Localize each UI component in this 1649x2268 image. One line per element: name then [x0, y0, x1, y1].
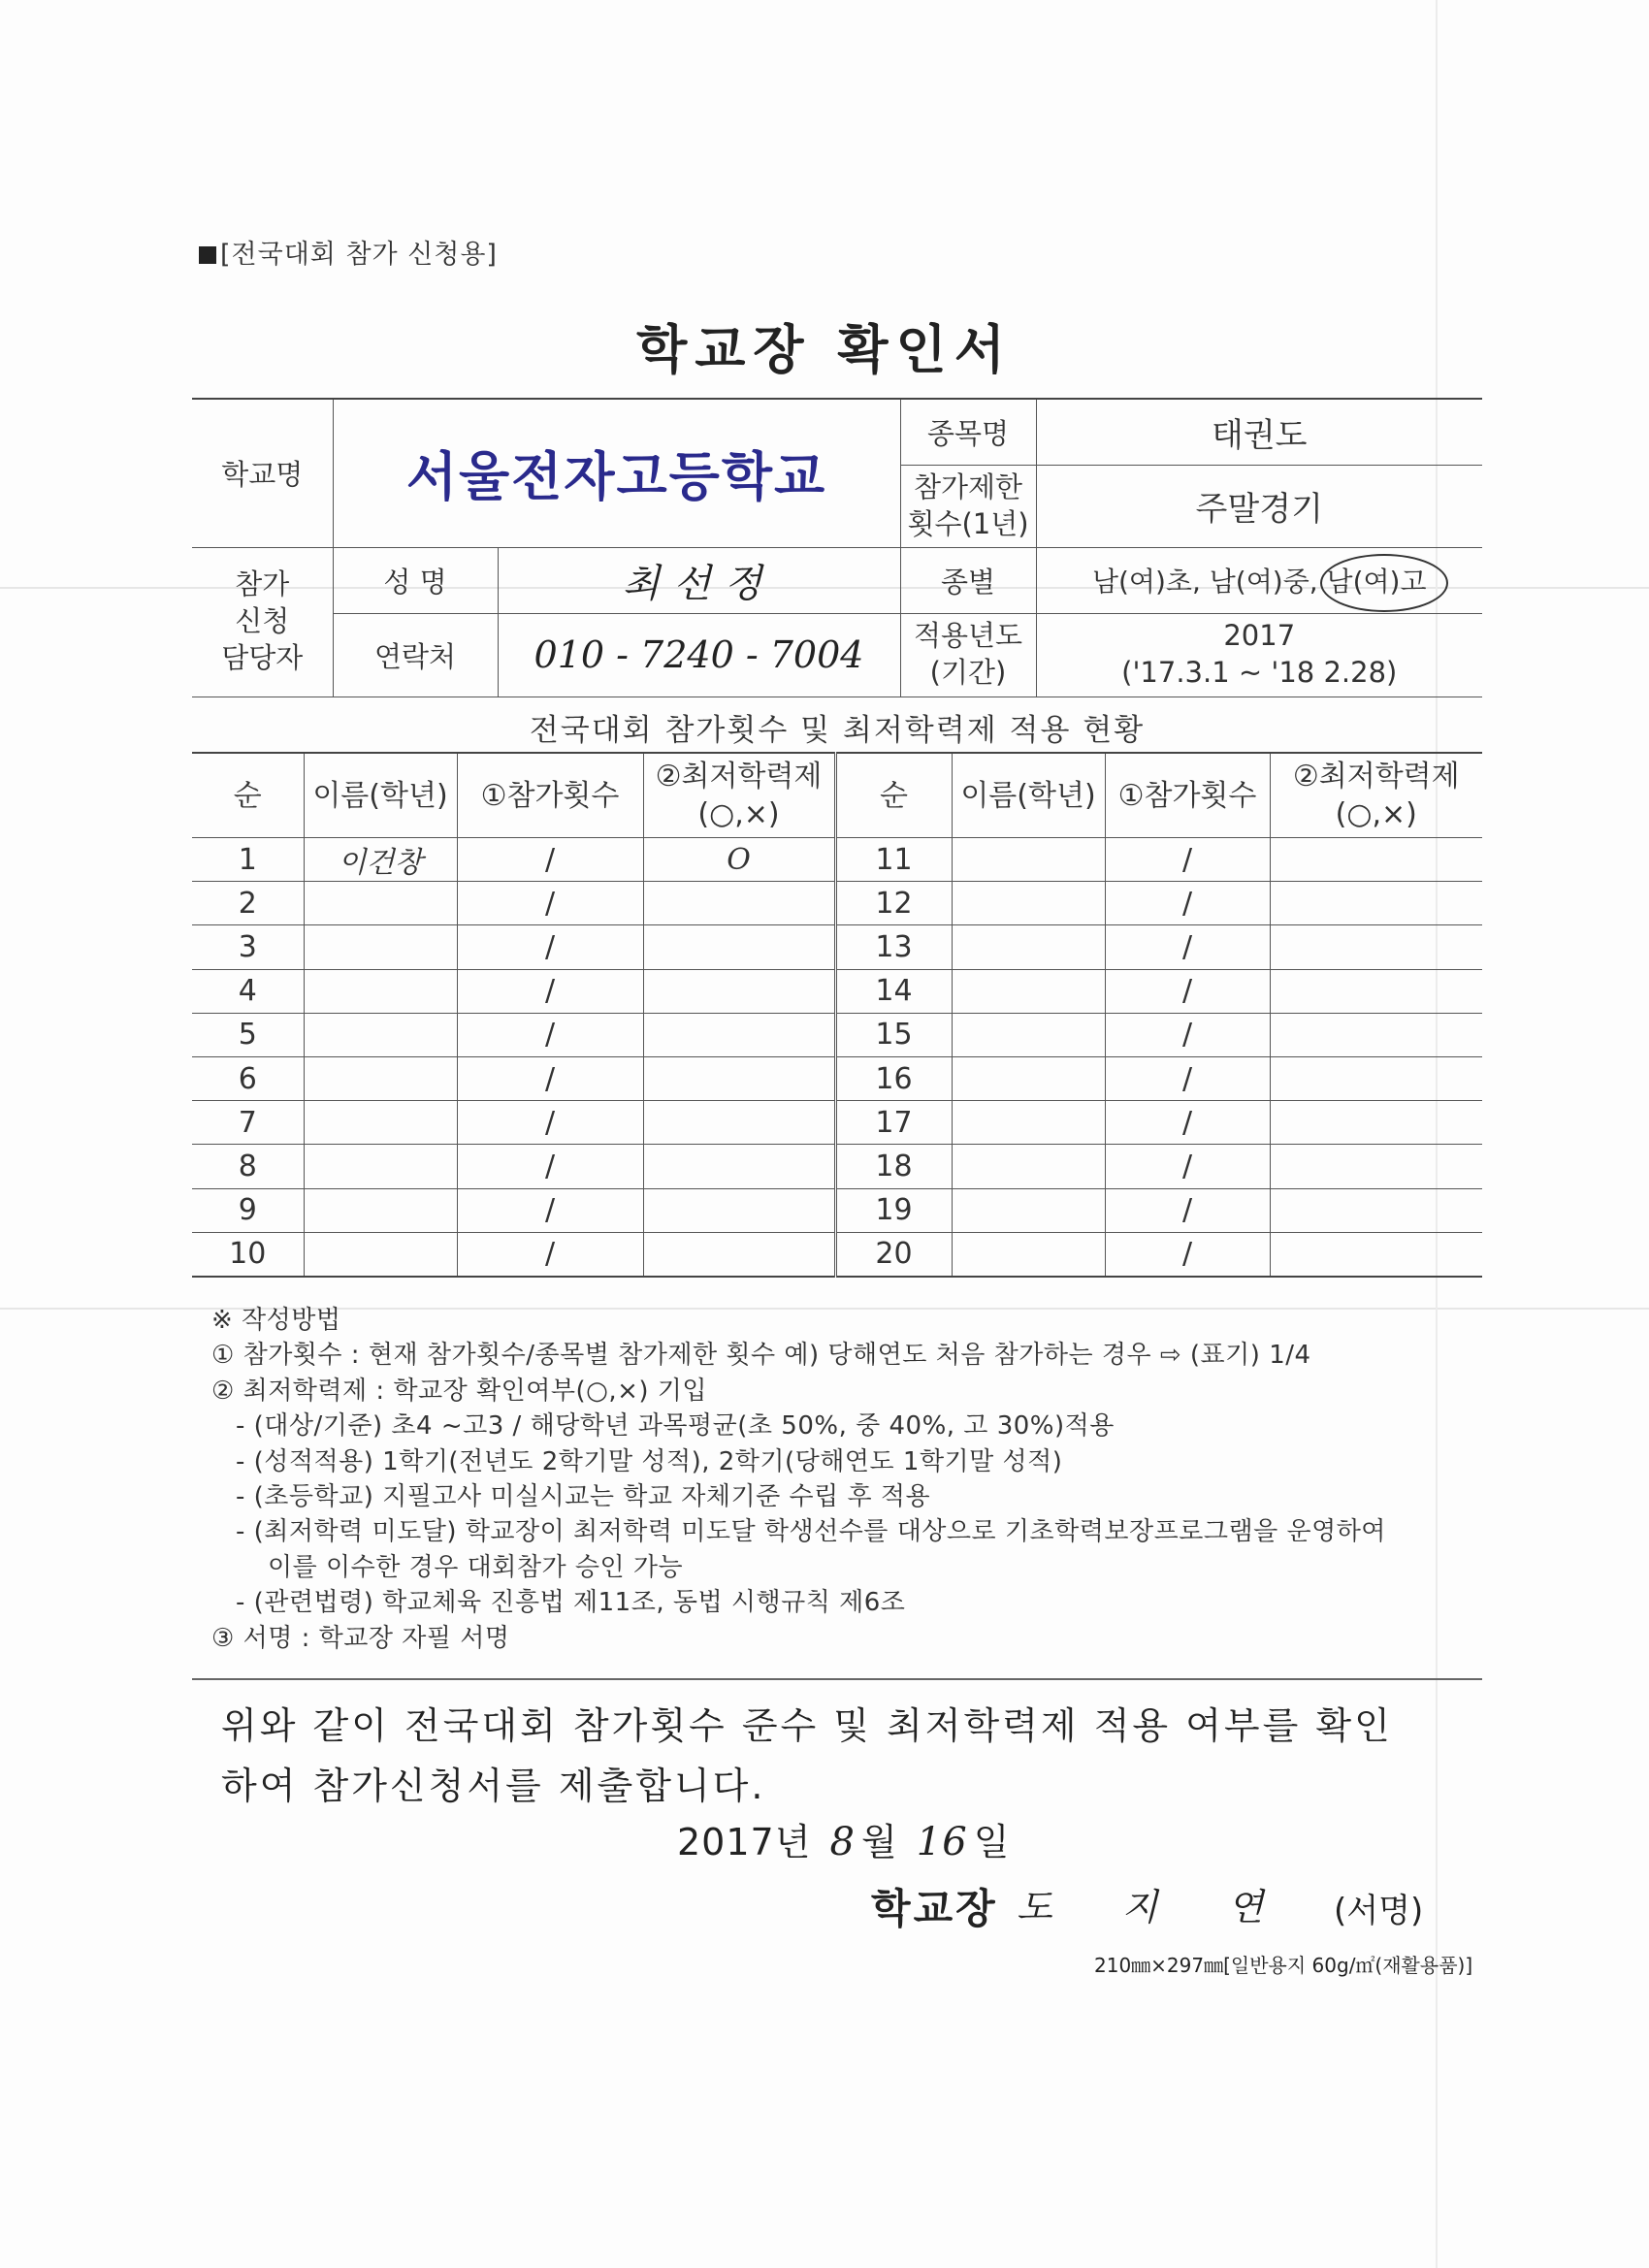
principal-label: 학교장	[871, 1885, 998, 1932]
col-header-name: 이름(학년)	[304, 753, 457, 838]
col-header-count: ①참가횟수	[1105, 753, 1270, 838]
row-count: /	[457, 969, 643, 1013]
participation-limit-label: 참가제한 횟수(1년)	[900, 465, 1036, 547]
instruction-subitem: - (관련법령) 학교체육 진흥법 제11조, 동법 시행규칙 제6조	[236, 1588, 906, 1618]
instruction-subitem: - (최저학력 미도달) 학교장이 최저학력 미도달 학생선수를 대상으로 기초학력보장프로그램을 운영하여	[236, 1517, 1386, 1547]
row-count: /	[1105, 925, 1270, 969]
row-min-academic	[643, 882, 835, 925]
row-order: 8	[192, 1145, 304, 1188]
row-count: /	[457, 882, 643, 925]
row-count: /	[1105, 838, 1270, 882]
principal-signature: 도 지 연	[1017, 1886, 1293, 1928]
row-order: 19	[835, 1188, 952, 1232]
square-bullet-icon	[199, 246, 216, 264]
row-min-academic	[643, 1056, 835, 1100]
row-name	[952, 1232, 1105, 1277]
row-min-academic	[1270, 1188, 1482, 1232]
row-min-academic	[643, 1232, 835, 1277]
col-header-min-academic: ②최저학력제 (○,×)	[1270, 753, 1482, 838]
row-order: 18	[835, 1145, 952, 1188]
row-min-academic	[643, 1145, 835, 1188]
table-row	[192, 838, 1482, 882]
row-count: /	[457, 1101, 643, 1145]
participation-limit-value: 주말경기	[1036, 465, 1482, 547]
row-order: 5	[192, 1013, 304, 1056]
row-order: 12	[835, 882, 952, 925]
document-title: 학교장 확인서	[636, 319, 1013, 380]
row-name: 이건창	[304, 838, 457, 882]
row-min-academic	[1270, 1013, 1482, 1056]
row-order: 16	[835, 1056, 952, 1100]
instruction-subitem: - (대상/기준) 초4 ~고3 / 해당학년 과목평균(초 50%, 중 40%, 고 30%)적용	[236, 1411, 1115, 1442]
row-order: 15	[835, 1013, 952, 1056]
signing-date: 2017년 8 월 16 일	[677, 1820, 1011, 1864]
row-name	[952, 1188, 1105, 1232]
row-name	[304, 1101, 457, 1145]
row-min-academic	[1270, 1056, 1482, 1100]
row-name	[952, 882, 1105, 925]
row-name	[304, 1056, 457, 1100]
row-count: /	[457, 838, 643, 882]
instruction-subitem: 이를 이수한 경우 대회참가 승인 가능	[268, 1552, 684, 1582]
row-min-academic	[1270, 1232, 1482, 1277]
table-row	[192, 1013, 1482, 1056]
instruction-item: ① 참가횟수 : 현재 참가횟수/종목별 참가제한 횟수 예) 당해연도 처음 참가하는 경우 ⇨ (표기) 1/4	[211, 1341, 1311, 1371]
row-count: /	[457, 1188, 643, 1232]
participation-status-table	[192, 752, 1482, 1278]
instruction-item: ② 최저학력제 : 학교장 확인여부(○,×) 기입	[211, 1376, 708, 1406]
row-name	[952, 1145, 1105, 1188]
instruction-subitem: - (성적적용) 1학기(전년도 2학기말 성적), 2학기(당해연도 1학기말 성적)	[236, 1446, 1063, 1476]
row-name	[304, 1145, 457, 1188]
instruction-subitem: - (초등학교) 지필고사 미실시교는 학교 자체기준 수립 후 적용	[236, 1482, 931, 1512]
row-count: /	[457, 1232, 643, 1277]
row-order: 20	[835, 1232, 952, 1277]
table-row	[192, 1056, 1482, 1100]
row-name	[304, 1188, 457, 1232]
row-min-academic	[1270, 838, 1482, 882]
name-value: 최선정	[498, 547, 900, 613]
col-header-min-academic: ②최저학력제 (○,×)	[643, 753, 835, 838]
row-min-academic	[643, 1013, 835, 1056]
row-count: /	[1105, 1056, 1270, 1100]
row-count: /	[1105, 1013, 1270, 1056]
event-value: 태권도	[1036, 399, 1482, 465]
year-label: 적용년도 (기간)	[900, 613, 1036, 697]
row-order: 7	[192, 1101, 304, 1145]
table-row	[192, 925, 1482, 969]
table-row	[192, 882, 1482, 925]
table-row	[192, 969, 1482, 1013]
col-header-order: 순	[192, 753, 304, 838]
row-order: 10	[192, 1232, 304, 1277]
row-count: /	[457, 1013, 643, 1056]
row-name	[304, 882, 457, 925]
instructions-heading: ※ 작성방법	[211, 1306, 341, 1335]
row-name	[952, 925, 1105, 969]
col-header-name: 이름(학년)	[952, 753, 1105, 838]
row-name	[304, 925, 457, 969]
row-count: /	[457, 1145, 643, 1188]
contact-label: 연락처	[333, 613, 498, 697]
row-count: /	[1105, 969, 1270, 1013]
row-order: 1	[192, 838, 304, 882]
row-order: 6	[192, 1056, 304, 1100]
row-order: 11	[835, 838, 952, 882]
row-min-academic	[1270, 1145, 1482, 1188]
school-label: 학교명	[192, 399, 333, 547]
col-header-count: ①참가횟수	[457, 753, 643, 838]
event-label: 종목명	[900, 399, 1036, 465]
instruction-item: ③ 서명 : 학교장 자필 서명	[211, 1623, 510, 1653]
row-name	[952, 1101, 1105, 1145]
row-order: 2	[192, 882, 304, 925]
writing-instructions	[211, 1303, 1492, 1656]
row-order: 3	[192, 925, 304, 969]
status-section-title: 전국대회 참가횟수 및 최저학력제 적용 현황	[529, 713, 1146, 748]
signature-label: (서명)	[1334, 1892, 1424, 1930]
table-row	[192, 1145, 1482, 1188]
table-row	[192, 1188, 1482, 1232]
row-count: /	[1105, 882, 1270, 925]
row-min-academic	[643, 1188, 835, 1232]
row-count: /	[1105, 1232, 1270, 1277]
row-count: /	[1105, 1145, 1270, 1188]
row-order: 17	[835, 1101, 952, 1145]
row-name	[952, 838, 1105, 882]
row-min-academic	[1270, 925, 1482, 969]
row-name	[304, 1013, 457, 1056]
row-name	[952, 1056, 1105, 1100]
row-order: 13	[835, 925, 952, 969]
school-info-table	[192, 398, 1482, 697]
applicant-label: 참가 신청 담당자	[192, 547, 333, 697]
row-min-academic	[643, 969, 835, 1013]
form-type-tag: [전국대회 참가 신청용]	[199, 233, 498, 271]
table-row	[192, 1232, 1482, 1277]
paper-spec: 210㎜×297㎜[일반용지 60g/㎡(재활용품)]	[1094, 1954, 1473, 1977]
row-min-academic	[1270, 882, 1482, 925]
row-order: 14	[835, 969, 952, 1013]
name-label: 성 명	[333, 547, 498, 613]
divider	[192, 1678, 1482, 1680]
col-header-order: 순	[835, 753, 952, 838]
selection-circle-mark	[1320, 554, 1448, 612]
row-name	[304, 1232, 457, 1277]
declaration-text: 위와 같이 전국대회 참가횟수 준수 및 최저학력제 적용 여부를 확인 하여 참가신청서를 제출합니다.	[221, 1704, 1393, 1807]
category-label: 종별	[900, 547, 1036, 613]
row-count: /	[457, 925, 643, 969]
row-name	[304, 969, 457, 1013]
row-min-academic	[643, 1101, 835, 1145]
row-name	[952, 969, 1105, 1013]
row-count: /	[457, 1056, 643, 1100]
row-count: /	[1105, 1101, 1270, 1145]
row-count: /	[1105, 1188, 1270, 1232]
row-min-academic	[1270, 969, 1482, 1013]
row-min-academic: O	[643, 838, 835, 882]
table-row	[192, 1101, 1482, 1145]
row-name	[952, 1013, 1105, 1056]
category-value: 남(여)초, 남(여)중, 남(여)고	[1036, 547, 1482, 613]
row-min-academic	[1270, 1101, 1482, 1145]
row-min-academic	[643, 925, 835, 969]
year-value: 2017 ('17.3.1 ~ '18 2.28)	[1036, 613, 1482, 697]
contact-value: 010 - 7240 - 7004	[498, 613, 900, 697]
row-order: 9	[192, 1188, 304, 1232]
school-name: 서울전자고등학교	[333, 399, 900, 547]
table-body	[192, 838, 1482, 1277]
row-order: 4	[192, 969, 304, 1013]
